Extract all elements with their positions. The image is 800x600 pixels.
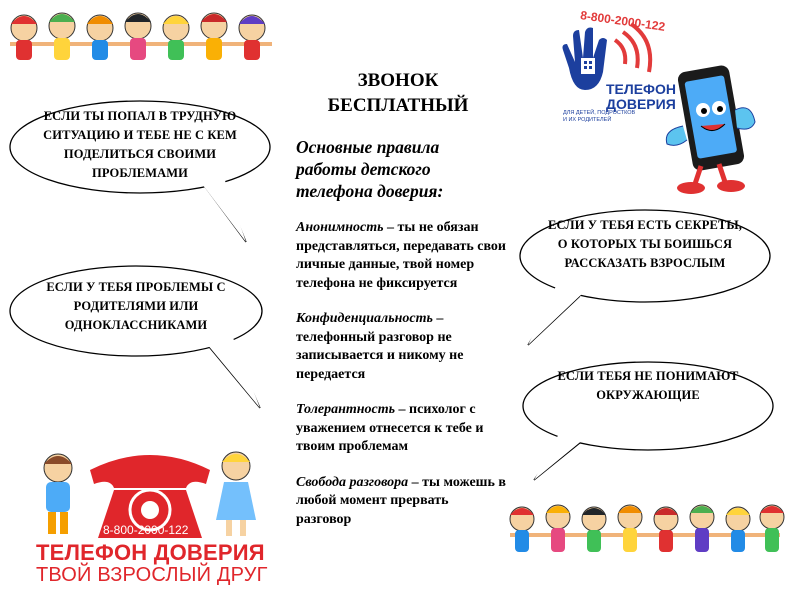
bubble-line: ЕСЛИ У ТЕБЯ ЕСТЬ СЕКРЕТЫ,: [548, 218, 742, 232]
rules-title-line: Основные правила: [296, 137, 440, 157]
logo-top-phone: 8-800-2000-122: [579, 8, 666, 34]
logo-top-subtitle-line: И ИХ РОДИТЕЛЕЙ: [563, 116, 612, 123]
rule-text: – психолог с уважением отнесется к тебе и твоим проблемам: [296, 402, 484, 454]
main-title: [318, 68, 478, 118]
rule-item: [296, 474, 506, 530]
rule-item: [296, 310, 506, 384]
logo-top-subtitle: [563, 110, 643, 123]
hand-icon: [563, 28, 608, 91]
logo-top-title: [606, 82, 676, 112]
logo-top-title-line: ТЕЛЕФОН: [606, 81, 676, 97]
rule-term: Толерантность: [296, 402, 396, 417]
bubble-4-text: [528, 367, 768, 405]
rules-title-line: работы детского: [296, 159, 431, 179]
rule-term: Конфиденциальность: [296, 311, 433, 326]
logo-top-subtitle-line: ДЛЯ ДЕТЕЙ, ПОДРОСТКОВ: [563, 110, 636, 116]
rules-title: [296, 136, 506, 202]
rules-title-line: телефона доверия:: [296, 181, 444, 201]
bubble-line: ЕСЛИ ТЕБЯ НЕ ПОНИМАЮТ: [557, 369, 739, 383]
rule-text: – ты можешь в любой момент прервать разговор: [296, 474, 506, 527]
rule-term: Свобода разговора: [296, 474, 409, 490]
phone-mascot-icon: [666, 64, 755, 194]
girl-figure-icon: [216, 452, 256, 536]
bubble-line: РАССКАЗАТЬ ВЗРОСЛЫМ: [564, 256, 726, 270]
rule-item: [296, 401, 506, 457]
logo-bottom-title: ТЕЛЕФОН ДОВЕРИЯ: [36, 540, 265, 565]
bubble-line: ЕСЛИ У ТЕБЯ ПРОБЛЕМЫ С: [46, 280, 226, 294]
rule-text: – телефонный разговор не записывается и никому не передается: [296, 311, 464, 382]
bubble-line: ПОДЕЛИТЬСЯ СВОИМИ: [63, 147, 217, 161]
bubble-2-text: [16, 278, 256, 335]
bubble-line: ОКРУЖАЮЩИЕ: [596, 388, 700, 402]
logo-top-title-line: ДОВЕРИЯ: [606, 96, 676, 112]
rule-text: – ты не обязан представляться, передавать свои личные данные, твой номер телефона не фиксируется: [296, 220, 506, 291]
bubble-line: ПРОБЛЕМАМИ: [92, 166, 188, 180]
boy-figure-icon: [44, 454, 72, 534]
main-title-line: БЕСПЛАТНЫЙ: [327, 95, 469, 116]
rules-column: [296, 136, 506, 546]
bubble-line: О КОТОРЫХ ТЫ БОИШЬСЯ: [557, 237, 733, 251]
bubble-line: ЕСЛИ ТЫ ПОПАЛ В ТРУДНУЮ: [43, 109, 237, 123]
rule-item: [296, 219, 506, 293]
rule-term: Анонимность: [296, 220, 384, 235]
bubble-line: ОДНОКЛАССНИКАМИ: [64, 318, 208, 332]
main-title-line: ЗВОНОК: [357, 70, 439, 91]
bubble-line: РОДИТЕЛЯМИ ИЛИ: [73, 299, 199, 313]
bubble-line: СИТУАЦИЮ И ТЕБЕ НЕ С КЕМ: [43, 128, 237, 142]
bubble-1-text: [20, 107, 260, 183]
bubble-3-text: [525, 216, 765, 273]
logo-bottom-subtitle: ТВОЙ ВЗРОСЛЫЙ ДРУГ: [36, 564, 268, 586]
logo-bottom-phone: 8-800-2000-122: [103, 523, 189, 537]
